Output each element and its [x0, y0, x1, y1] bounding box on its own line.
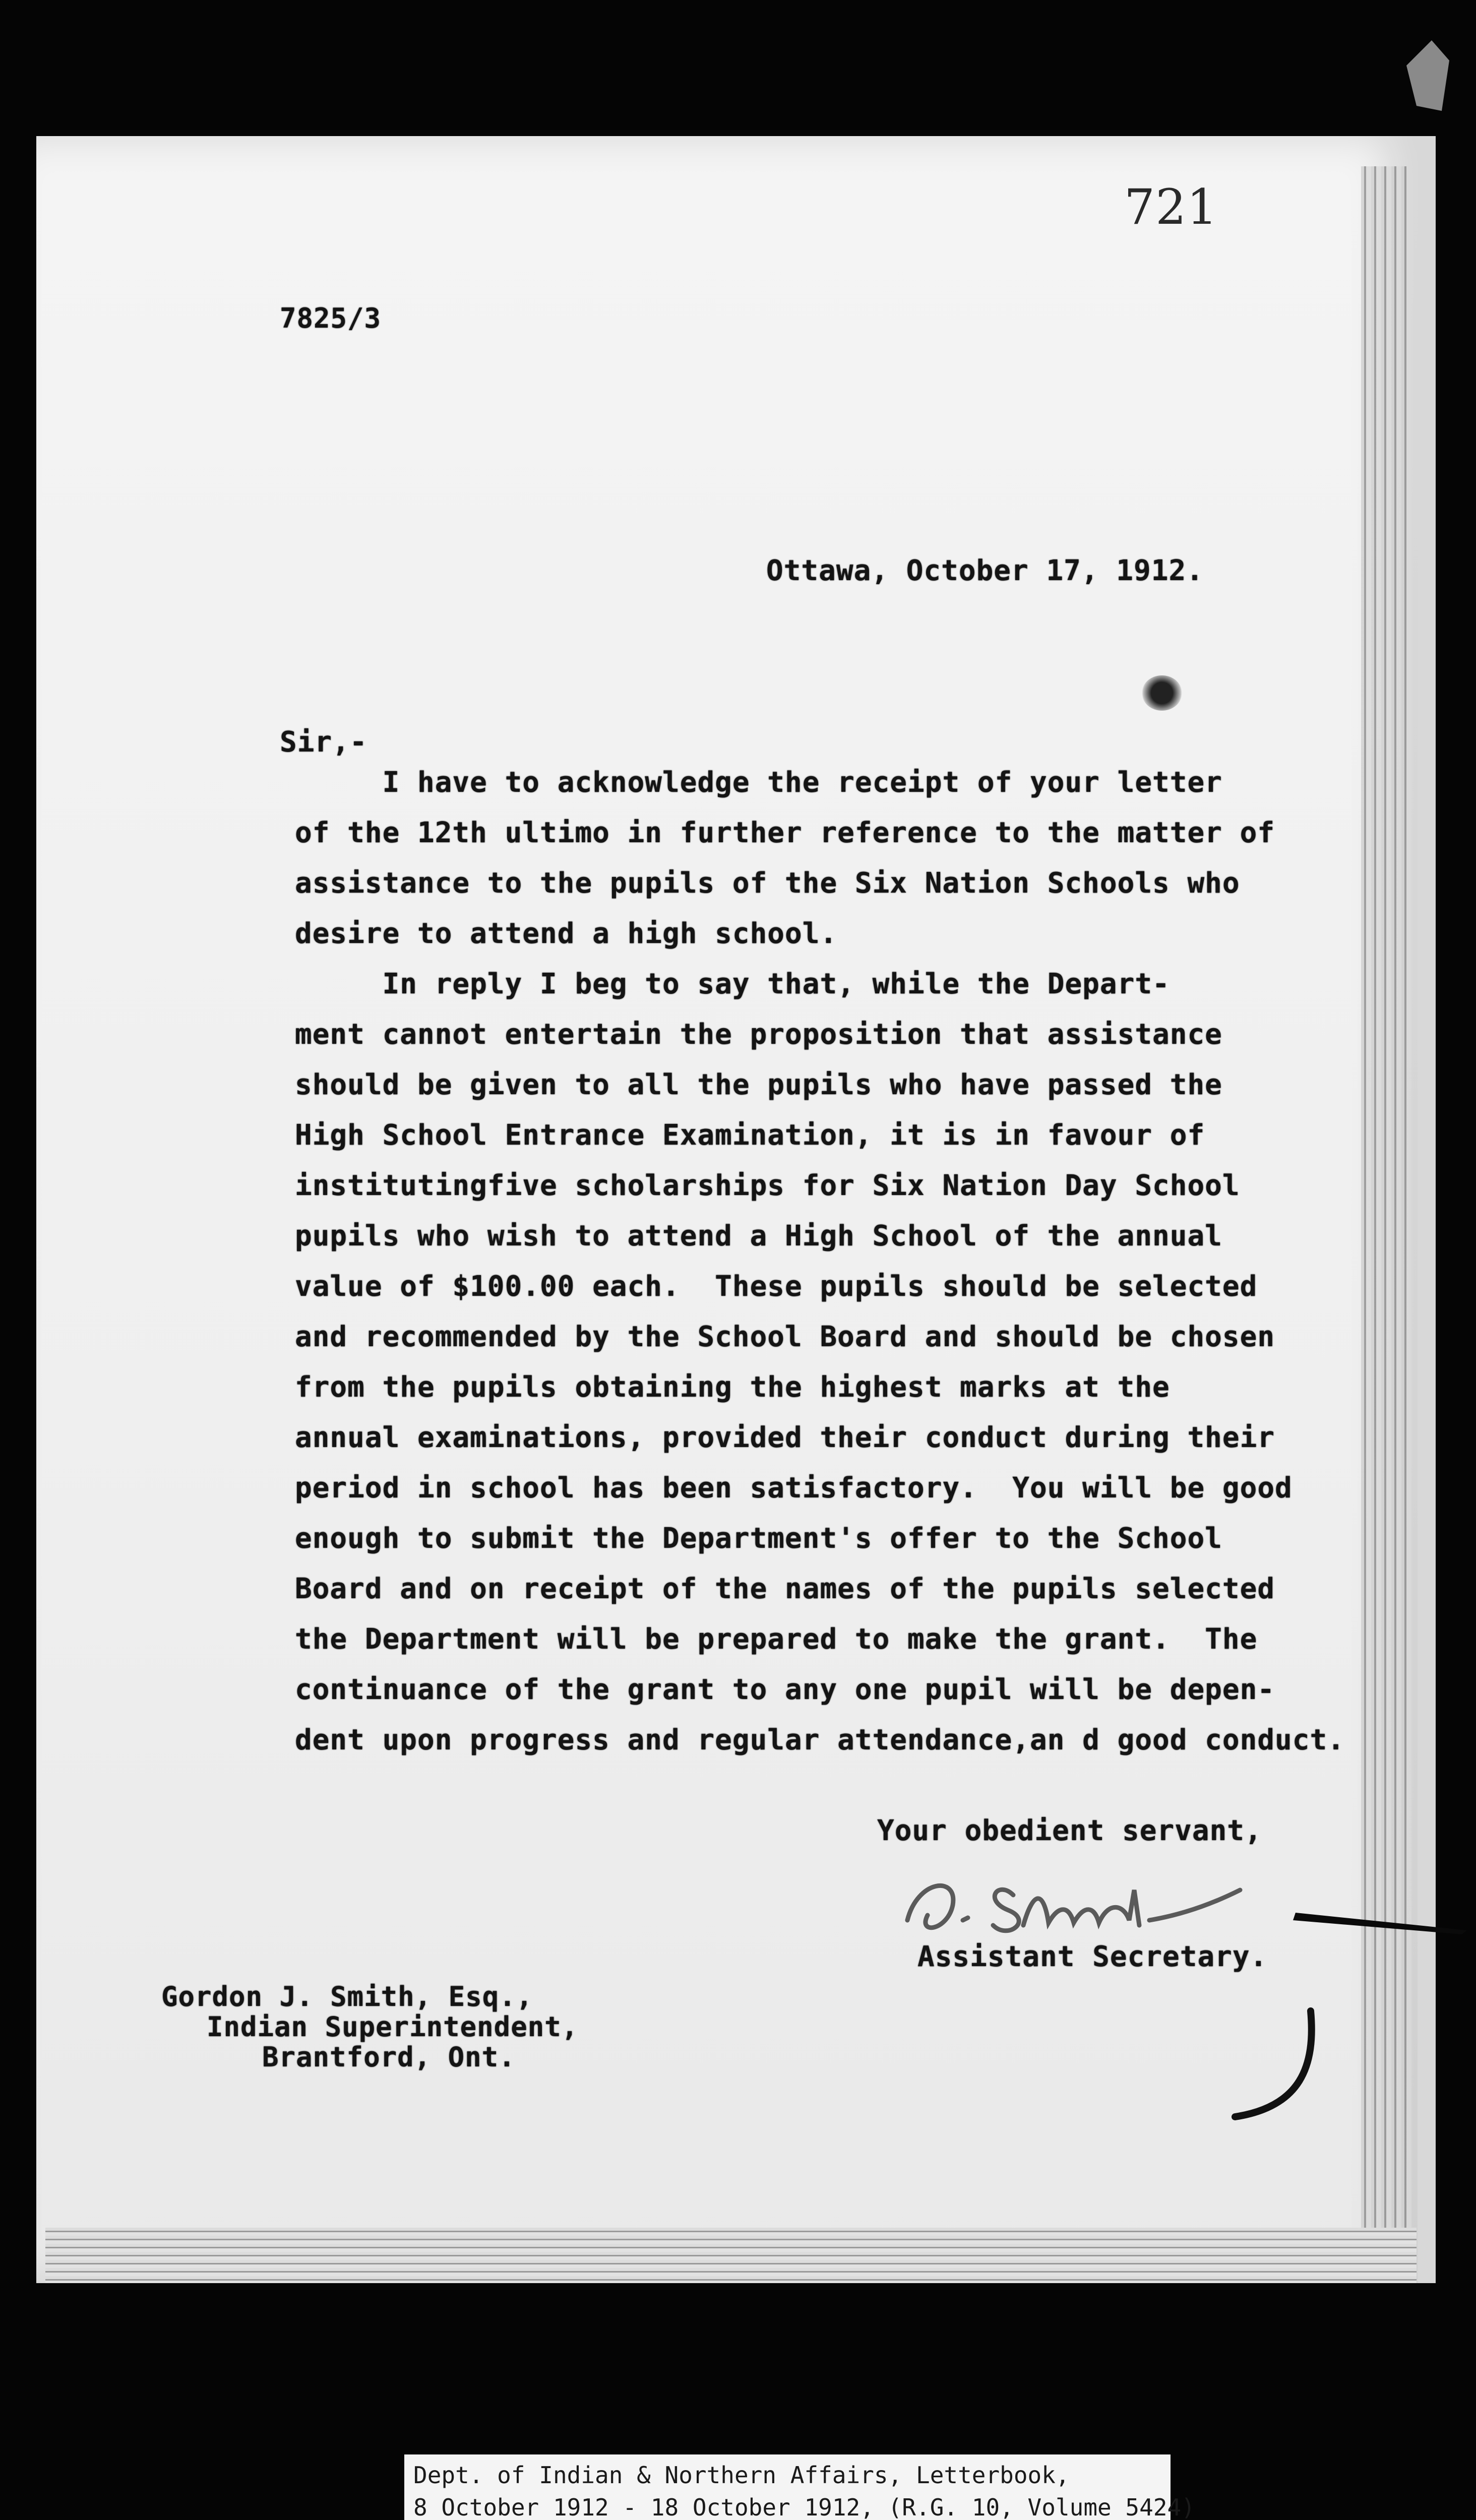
body-line: should be given to all the pupils who have passed the: [295, 1068, 1222, 1101]
body-line: Board and on receipt of the names of the pupils selected: [295, 1572, 1275, 1605]
date-line: Ottawa, October 17, 1912.: [766, 554, 1204, 587]
addressee-name: Gordon J. Smith, Esq.,: [161, 1981, 533, 2012]
body-line: of the 12th ultimo in further reference to the matter of: [295, 816, 1275, 849]
reference-label: [404, 2454, 1195, 2520]
stacked-pages-edge: [1361, 166, 1411, 2273]
closing: Your obedient servant,: [877, 1814, 1262, 1847]
page-number: 721: [1124, 179, 1218, 235]
reference-line: Dept. of Indian & Northern Affairs, Letterbook,: [413, 2462, 1070, 2489]
body-line: value of $100.00 each. These pupils should be selected: [295, 1270, 1258, 1303]
body-line: period in school has been satisfactory. You will be good: [295, 1472, 1293, 1504]
body-line: pupils who wish to attend a High School of the annual: [295, 1220, 1222, 1252]
body-line: institutingfive scholarships for Six Nation Day School: [295, 1169, 1240, 1202]
body-line: continuance of the grant to any one pupil will be depen-: [295, 1673, 1275, 1706]
reference-line: 8 October 1912 - 18 October 1912, (R.G. 10, Volume 5424): [413, 2494, 1195, 2520]
body-line: In reply I beg to say that, while the Depart-: [295, 968, 1170, 1000]
corner-mark: [1401, 35, 1452, 116]
signer-title: Assistant Secretary.: [917, 1940, 1268, 1973]
page-curl-mark: [1225, 2006, 1326, 2127]
stacked-pages-bottom: [45, 2228, 1417, 2283]
addressee-location: Brantford, Ont.: [262, 2041, 516, 2073]
addressee-title: Indian Superintendent,: [207, 2011, 579, 2043]
body-line: ment cannot entertain the proposition that assistance: [295, 1018, 1222, 1051]
body-line: High School Entrance Examination, it is in favour of: [295, 1119, 1205, 1152]
handwritten-signature: [897, 1860, 1250, 1945]
body-line: from the pupils obtaining the highest marks at the: [295, 1371, 1170, 1404]
body-line: I have to acknowledge the receipt of your letter: [295, 766, 1222, 799]
salutation: Sir,-: [280, 726, 367, 759]
body-line: dent upon progress and regular attendance,an d good conduct.: [295, 1724, 1345, 1756]
body-line: enough to submit the Department's offer to the School: [295, 1522, 1222, 1555]
ink-blot: [1142, 675, 1182, 711]
body-line: the Department will be prepared to make the grant. The: [295, 1623, 1258, 1656]
paper-clip: [1290, 1905, 1472, 1935]
file-number: 7825/3: [280, 302, 382, 334]
body-line: assistance to the pupils of the Six Nation Schools who: [295, 867, 1240, 900]
body-line: desire to attend a high school.: [295, 917, 838, 950]
body-line: annual examinations, provided their conduct during their: [295, 1421, 1275, 1454]
body-line: and recommended by the School Board and should be chosen: [295, 1320, 1275, 1353]
